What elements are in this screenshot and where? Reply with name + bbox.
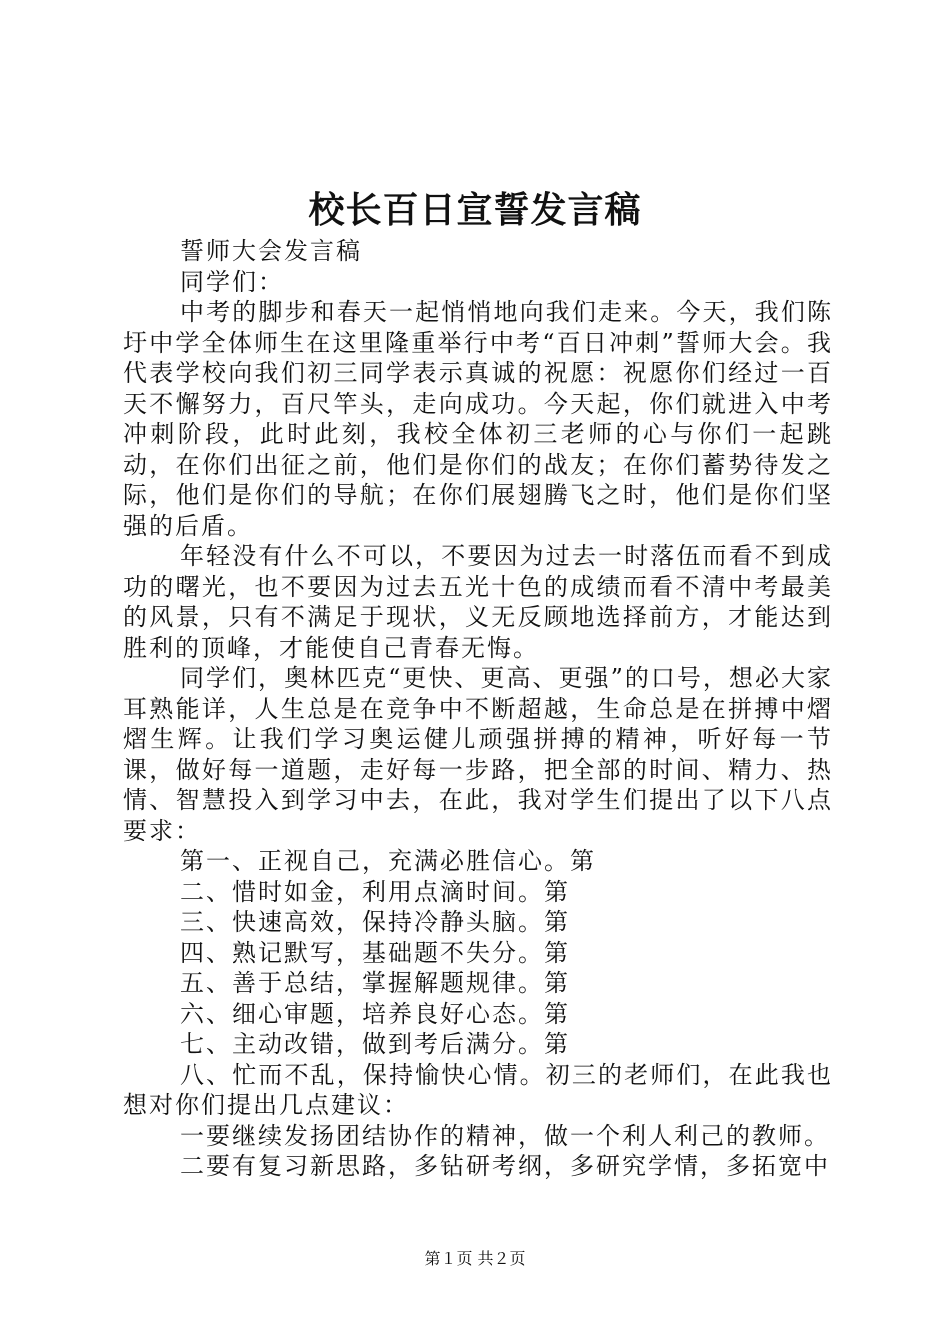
list-item: 四、熟记默写，基础题不失分。第 [180, 938, 570, 967]
list-item: 二要有复习新思路，多钻研考纲，多研究学情，多拓宽中 [180, 1152, 830, 1180]
list-item: 第一、正视自己，充满必胜信心。第 [180, 847, 596, 875]
list-item: 三、快速高效，保持冷静头脑。第 [180, 908, 570, 936]
paragraph: 年轻没有什么不可以，不要因为过去一时落伍而看不到成功的曙光，也不要因为过去五光十色的成绩而看不清中考最美的风景，只有不满足于现状，义无反顾地选择前方，才能达到胜利的顶峰，才能使自己青春无悔。 [123, 542, 833, 662]
list-item: 八、忙而不乱，保持愉快心情。初三的老师们，在此我也想对你们提出几点建议： [123, 1060, 833, 1119]
document-body [123, 236, 833, 1182]
list-item: 五、善于总结，掌握解题规律。第 [180, 969, 570, 997]
document-title: 校长百日宣誓发言稿 [308, 189, 642, 231]
list-item: 七、主动改错，做到考后满分。第 [180, 1030, 570, 1058]
paragraph-salutation: 同学们： [180, 267, 284, 296]
paragraph-subtitle: 誓师大会发言稿 [180, 237, 362, 265]
paragraph: 中考的脚步和春天一起悄悄地向我们走来。今天，我们陈圩中学全体师生在这里隆重举行中考“百日冲刺”誓师大会。我代表学校向我们初三同学表示真诚的祝愿：祝愿你们经过一百天不懈努力，百尺竿头，走向成功。今天起，你们就进入中考冲刺阶段，此时此刻，我校全体初三老师的心与你们一起跳动，在你们出征之前，他们是你们的战友；在你们蓄势待发之际，他们是你们的导航；在你们展翅腾飞之时，他们是你们坚强的后盾。 [123, 298, 833, 540]
paragraph: 同学们，奥林匹克“更快、更高、更强”的口号，想必大家耳熟能详，人生总是在竞争中不断超越，生命总是在拼搏中熠熠生辉。让我们学习奥运健儿顽强拼搏的精神，听好每一节课，做好每一道题，走好每一步路，把全部的时间、精力、热情、智慧投入到学习中去，在此，我对学生们提出了以下八点要求： [123, 664, 833, 845]
list-item: 二、惜时如金，利用点滴时间。第 [180, 877, 570, 906]
list-item: 六、细心审题，培养良好心态。第 [180, 999, 570, 1028]
page-footer: 第１页 共２页 [424, 1249, 526, 1268]
list-item: 一要继续发扬团结协作的精神，做一个利人利己的教师。 [180, 1121, 830, 1150]
